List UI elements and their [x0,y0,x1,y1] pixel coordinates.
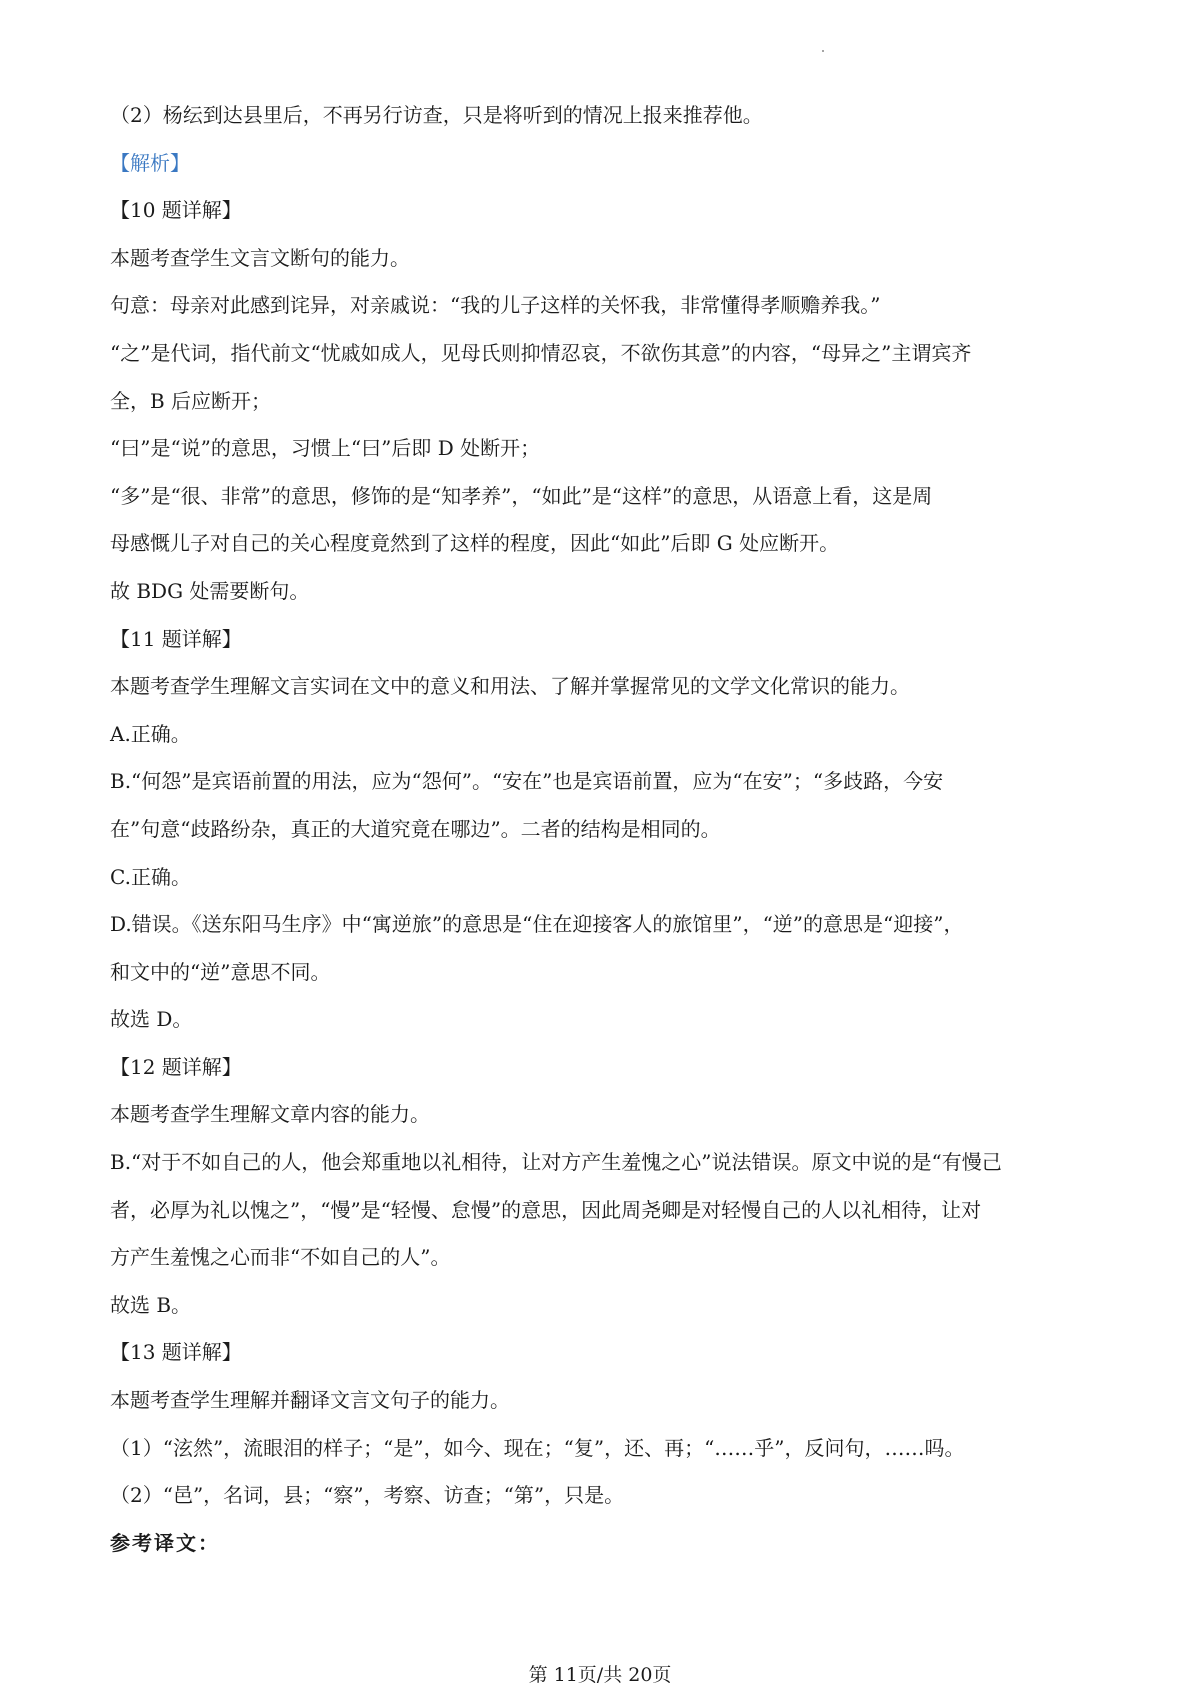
q12-option-b-b: 者，必厚为礼以愧之”，“慢”是“轻慢、怠慢”的意思，因此周尧卿是对轻慢自己的人以礼相待，让对 [110,1197,982,1222]
q11-conclusion: 故选 D。 [110,1007,193,1032]
page-footer: 第 11页/共 20页 [528,1664,672,1686]
q10-para-3b: 母感慨儿子对自己的关心程度竟然到了这样的程度，因此“如此”后即 G 处应断开。 [110,531,840,556]
q13-intro: 本题考查学生理解并翻译文言文句子的能力。 [110,1388,510,1413]
scan-dot [822,50,824,52]
q11-heading: 【11 题详解】 [110,626,242,651]
q11-option-d-b: 和文中的“逆”意思不同。 [110,959,331,984]
q10-heading: 【10 题详解】 [110,198,242,223]
q12-conclusion: 故选 B。 [110,1292,192,1317]
q11-option-d-a: D.错误。《送东阳马生序》中“寓逆旅”的意思是“住在迎接客人的旅馆里”，“逆”的意思是“迎接”， [110,912,964,937]
answer-line-2: （2）杨纭到达县里后，不再另行访查，只是将听到的情况上报来推荐他。 [110,103,763,127]
q12-option-b-c: 方产生羞愧之心而非“不如自己的人”。 [110,1245,451,1270]
q11-option-b-a: B.“何怨”是宾语前置的用法，应为“怨何”。“安在”也是宾语前置，应为“在安”；“多歧路，今安 [110,769,944,794]
q10-conclusion: 故 BDG 处需要断句。 [110,578,310,603]
q12-heading: 【12 题详解】 [110,1054,242,1079]
q13-item-1: （1）“泫然”，流眼泪的样子；“是”，如今、现在；“复”，还、再；“……乎”，反问句，……吗。 [110,1435,965,1460]
q10-para-1a: “之”是代词，指代前文“忧戚如成人，见母氏则抑情忍哀，不欲伤其意”的内容，“母异之”主谓宾齐 [110,340,972,365]
q10-para-2: “曰”是“说”的意思，习惯上“曰”后即 D 处断开； [110,436,541,461]
analysis-heading: 【解析】 [110,150,190,175]
page-content [110,92,1100,1567]
q12-intro: 本题考查学生理解文章内容的能力。 [110,1102,430,1127]
q11-option-c: C.正确。 [110,864,191,889]
q13-heading: 【13 题详解】 [110,1340,242,1365]
q11-option-b-b: 在”句意“歧路纷杂，真正的大道究竟在哪边”。二者的结构是相同的。 [110,816,721,841]
q10-intro: 本题考查学生文言文断句的能力。 [110,245,410,270]
q10-para-3a: “多”是“很、非常”的意思，修饰的是“知孝养”，“如此”是“这样”的意思，从语意上看，这是周 [110,483,933,508]
reference-translation-heading: 参考译文： [110,1530,220,1555]
q11-option-a: A.正确。 [110,721,191,746]
q10-meaning: 句意：母亲对此感到诧异，对亲戚说：“我的儿子这样的关怀我，非常懂得孝顺赡养我。” [110,293,881,318]
q13-item-2: （2）“邑”，名词，县；“察”，考察、访查；“第”，只是。 [110,1483,625,1508]
q11-intro: 本题考查学生理解文言实词在文中的意义和用法、了解并掌握常见的文学文化常识的能力。 [110,674,910,699]
q10-para-1b: 全，B 后应断开； [110,388,272,413]
q12-option-b-a: B.“对于不如自己的人，他会郑重地以礼相待，让对方产生羞愧之心”说法错误。原文中说的是“有慢己 [110,1150,1002,1175]
